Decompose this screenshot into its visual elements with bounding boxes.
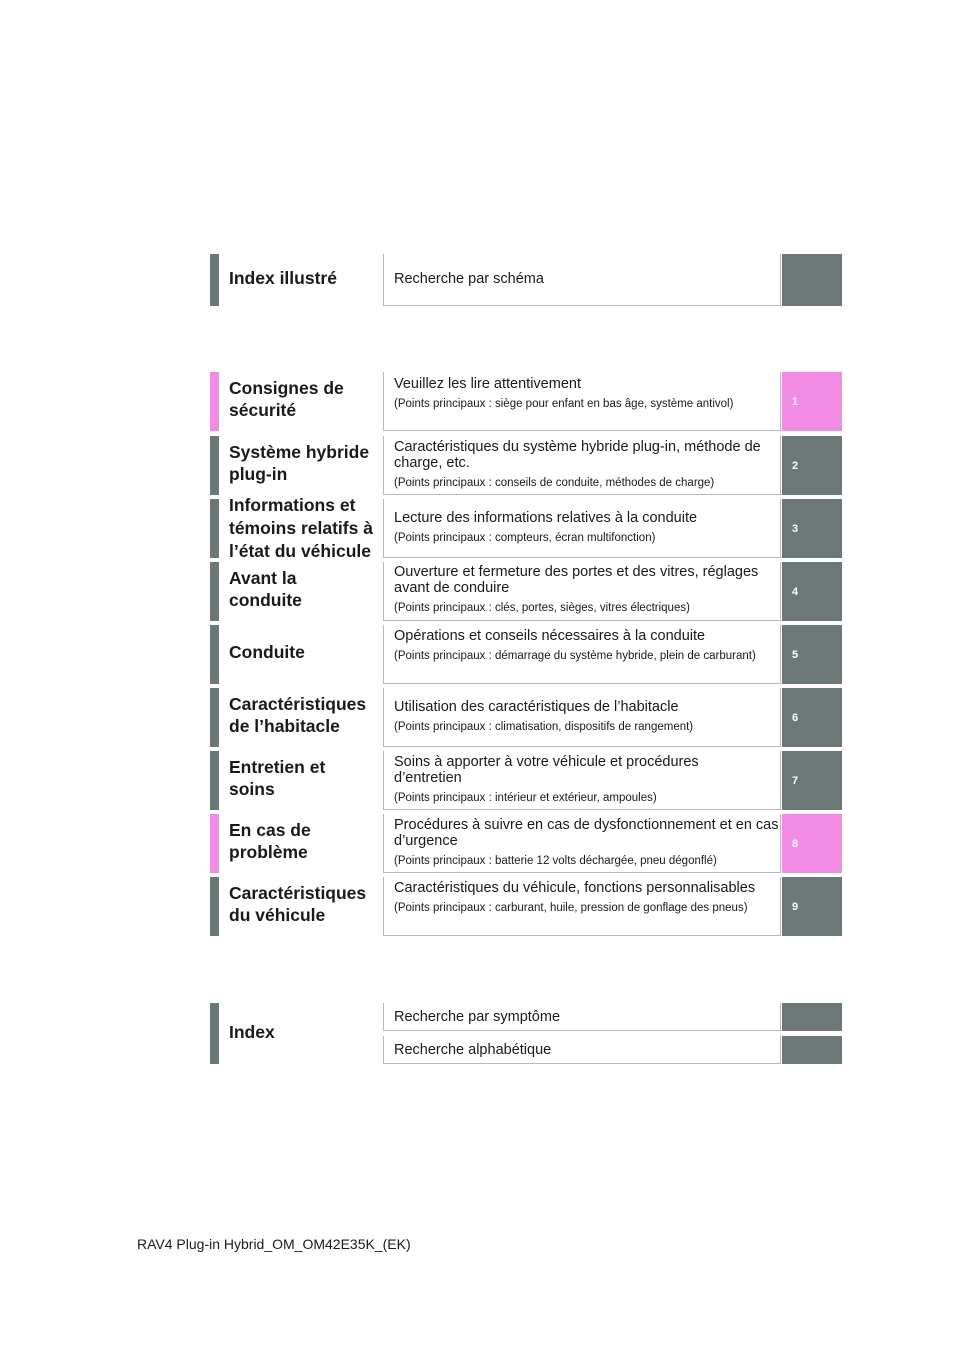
section-row-6[interactable] [210, 688, 842, 747]
section-main-text: Caractéristiques du système hybride plug-in, méthode de charge, etc. [394, 439, 761, 471]
section-row-3[interactable] [210, 495, 842, 561]
section-tab-3[interactable] [782, 499, 842, 558]
section-tab-8[interactable] [782, 814, 842, 873]
section-title: En cas de problème [229, 820, 311, 862]
section-main-text: Soins à apporter à votre véhicule et procédures d’entretien [394, 754, 699, 786]
section-main-text: Ouverture et fermeture des portes et des vitres, réglages avant de conduire [394, 564, 759, 596]
section-title: Avant la conduite [229, 568, 302, 610]
section-title: Entretien et soins [229, 757, 326, 799]
section-number: 9 [792, 900, 799, 913]
section-sub-text: (Points principaux : conseils de conduite, méthodes de charge) [394, 477, 715, 489]
section-title: Informations et témoins relatifs à l’état du véhicule [229, 495, 373, 561]
section-main-text: Utilisation des caractéristiques de l’habitacle [394, 699, 679, 715]
section-row-4[interactable] [210, 562, 842, 621]
section-description [383, 625, 781, 684]
section-sub-text: (Points principaux : carburant, huile, pression de gonflage des pneus) [394, 902, 748, 914]
section-sub-text: (Points principaux : clés, portes, sièges, vitres électriques) [394, 602, 690, 614]
section-number: 7 [792, 774, 799, 787]
section-description [383, 254, 781, 306]
section-number: 4 [792, 585, 799, 598]
section-title: Index illustré [229, 268, 337, 288]
section-bar [210, 751, 219, 810]
section-title: Index [229, 1022, 275, 1042]
index-illustre-row[interactable] [210, 254, 842, 306]
section-tab-1[interactable] [782, 372, 842, 431]
section-sub-text: (Points principaux : compteurs, écran multifonction) [394, 532, 656, 544]
section-row-8[interactable] [210, 814, 842, 873]
index-tab-alphabetique[interactable] [782, 1036, 842, 1064]
footer-code: RAV4 Plug-in Hybrid_OM_OM42E35K_(EK) [137, 1236, 411, 1252]
index-item-description [383, 1036, 781, 1064]
section-number: 8 [792, 837, 799, 850]
section-sub-text: (Points principaux : démarrage du système hybride, plein de carburant) [394, 650, 756, 662]
section-description [383, 372, 781, 431]
section-sub-text: (Points principaux : climatisation, dispositifs de rangement) [394, 721, 694, 733]
section-bar [210, 814, 219, 873]
section-title: Consignes de sécurité [229, 378, 344, 420]
section-bar [210, 688, 219, 747]
section-row-1[interactable] [210, 372, 842, 431]
section-sub-text: (Points principaux : batterie 12 volts déchargée, pneu dégonflé) [394, 855, 717, 867]
section-title: Conduite [229, 642, 305, 662]
section-description [383, 688, 781, 747]
index-item-alphabetique[interactable] [210, 1036, 842, 1064]
index-item-description [383, 1003, 781, 1031]
section-title: Caractéristiques de l’habitacle [229, 694, 367, 736]
section-number: 6 [792, 711, 799, 724]
index-item-text: Recherche alphabétique [394, 1042, 552, 1058]
section-sub-text: (Points principaux : siège pour enfant en bas âge, système antivol) [394, 398, 734, 410]
section-description [383, 499, 781, 558]
section-bar [210, 372, 219, 431]
section-bar [210, 254, 219, 306]
section-description [383, 814, 781, 873]
section-tab-2[interactable] [782, 436, 842, 495]
section-tab-9[interactable] [782, 877, 842, 936]
section-sub-text: (Points principaux : intérieur et extérieur, ampoules) [394, 792, 657, 804]
section-tab-5[interactable] [782, 625, 842, 684]
section-main-text: Opérations et conseils nécessaires à la conduite [394, 628, 706, 644]
section-main-text: Caractéristiques du véhicule, fonctions personnalisables [394, 880, 756, 896]
section-main-text: Recherche par schéma [394, 271, 544, 287]
section-row-7[interactable] [210, 751, 842, 810]
section-tab-7[interactable] [782, 751, 842, 810]
index-item-text: Recherche par symptôme [394, 1009, 561, 1025]
section-row-5[interactable] [210, 625, 842, 684]
section-description [383, 562, 781, 621]
section-bar [210, 499, 219, 558]
section-description [383, 877, 781, 936]
section-number: 1 [792, 395, 799, 408]
section-title: Caractéristiques du véhicule [229, 883, 367, 925]
section-bar [210, 625, 219, 684]
section-number: 2 [792, 459, 799, 472]
section-tab-4[interactable] [782, 562, 842, 621]
section-description [383, 751, 781, 810]
section-tab-6[interactable] [782, 688, 842, 747]
section-row-9[interactable] [210, 877, 842, 936]
section-number: 3 [792, 522, 799, 535]
section-main-text: Procédures à suivre en cas de dysfonctionnement et en cas d’urgence [394, 817, 779, 849]
index-item-symptome[interactable] [210, 1003, 842, 1031]
section-description [383, 436, 781, 495]
section-title: Système hybride plug-in [229, 442, 370, 484]
section-row-2[interactable] [210, 436, 842, 495]
section-main-text: Lecture des informations relatives à la conduite [394, 510, 698, 526]
section-number: 5 [792, 648, 799, 661]
section-tab[interactable] [782, 254, 842, 306]
section-bar [210, 562, 219, 621]
section-main-text: Veuillez les lire attentivement [394, 376, 581, 392]
section-bar [210, 436, 219, 495]
section-bar [210, 877, 219, 936]
index-tab-symptome[interactable] [782, 1003, 842, 1031]
